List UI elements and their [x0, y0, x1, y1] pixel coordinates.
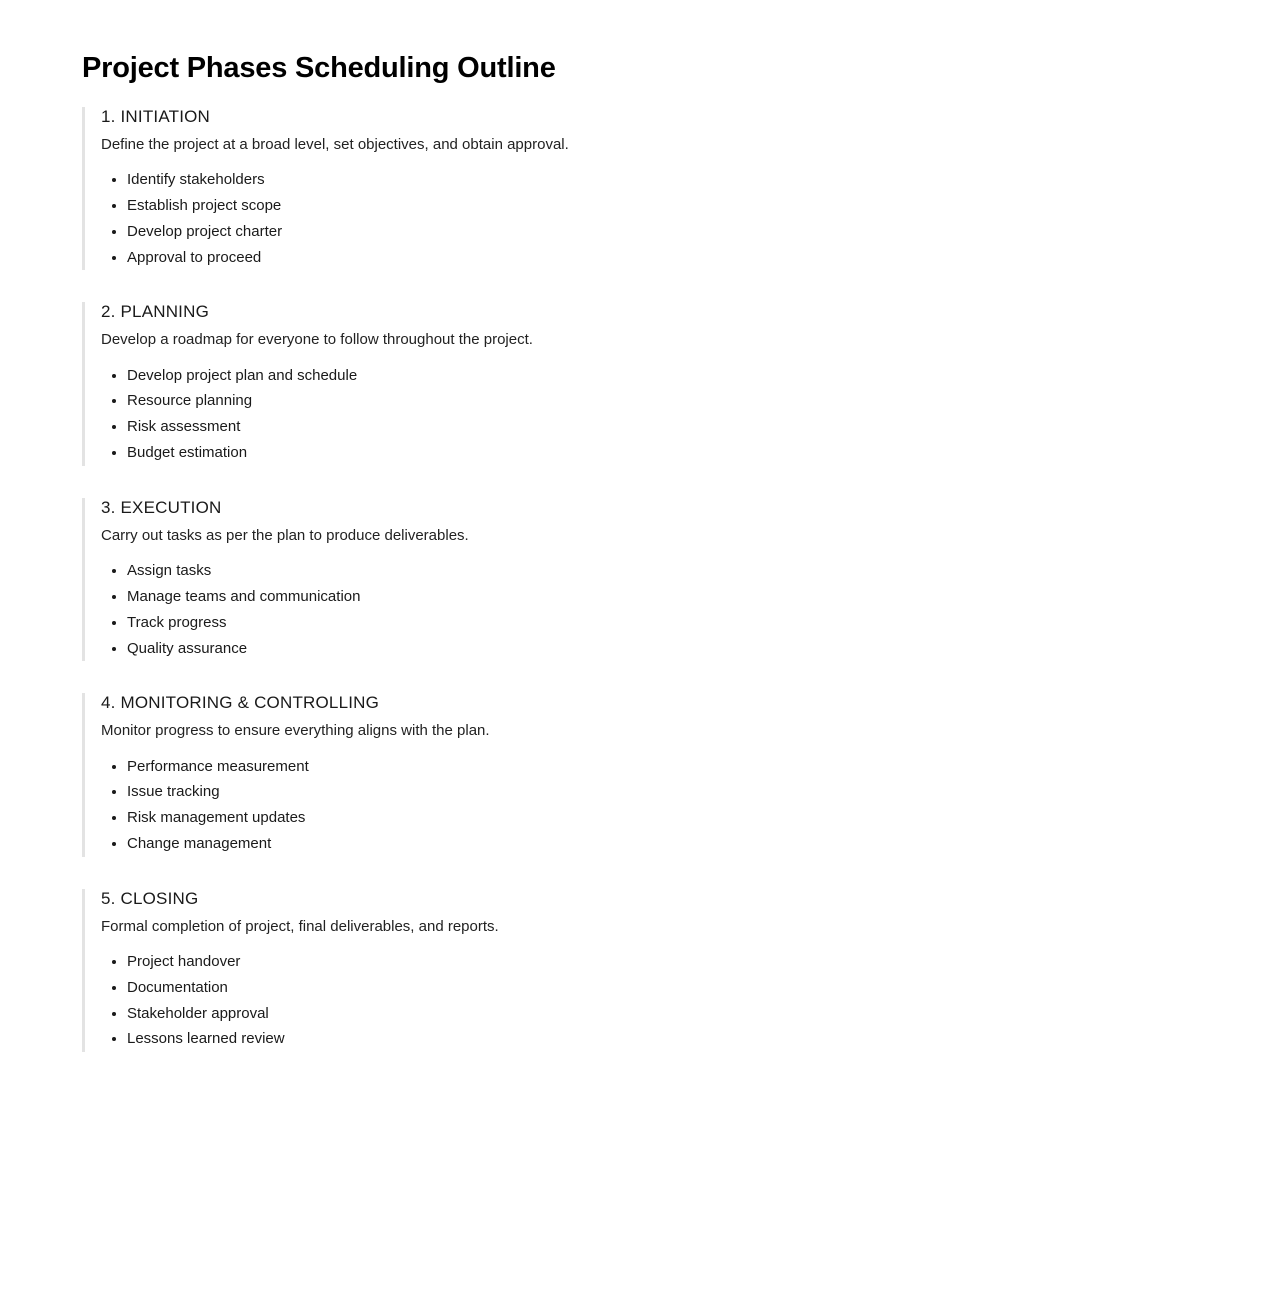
phase-item-list — [101, 558, 1218, 661]
list-item: • Stakeholder approval — [127, 1001, 1218, 1027]
list-item: • Quality assurance — [127, 636, 1218, 662]
phase-description: Monitor progress to ensure everything aligns with the plan. — [101, 722, 490, 740]
phase-item-list — [101, 754, 1218, 857]
phase-item-list — [101, 363, 1218, 466]
phase-section-planning — [82, 302, 1218, 465]
phase-heading: 3. EXECUTION — [101, 497, 222, 517]
phase-description: Define the project at a broad level, set objectives, and obtain approval. — [101, 136, 569, 153]
phase-section-execution — [82, 498, 1218, 661]
list-item: • Develop project plan and schedule — [127, 363, 1218, 389]
list-item: • Budget estimation — [127, 440, 1218, 466]
list-item: • Resource planning — [127, 388, 1218, 414]
list-item: • Risk management updates — [127, 805, 1218, 831]
list-item: • Assign tasks — [127, 558, 1218, 584]
phase-description: Formal completion of project, final deliverables, and reports. — [101, 917, 499, 935]
list-item: • Lessons learned review — [127, 1026, 1218, 1052]
list-item: • Risk assessment — [127, 414, 1218, 440]
phase-heading: 2. PLANNING — [101, 302, 210, 322]
phase-section-closing — [82, 889, 1218, 1052]
list-item: • Approval to proceed — [127, 245, 1218, 271]
phase-heading: 5. CLOSING — [101, 888, 199, 908]
phase-heading: 4. MONITORING & CONTROLLING — [101, 693, 380, 713]
phase-section-initiation — [82, 107, 1218, 270]
list-item: • Manage teams and communication — [127, 584, 1218, 610]
phase-description: Develop a roadmap for everyone to follow throughout the project. — [101, 331, 533, 349]
list-item: • Develop project charter — [127, 219, 1218, 245]
list-item: • Documentation — [127, 975, 1218, 1001]
phase-section-monitoring-controlling — [82, 693, 1218, 856]
phase-heading: 1. INITIATION — [101, 107, 211, 126]
phase-item-list — [101, 949, 1218, 1052]
list-item: • Issue tracking — [127, 779, 1218, 805]
list-item: • Identify stakeholders — [127, 167, 1218, 193]
list-item: • Track progress — [127, 610, 1218, 636]
list-item: • Performance measurement — [127, 754, 1218, 780]
page-title: Project Phases Scheduling Outline — [82, 52, 556, 84]
phase-description: Carry out tasks as per the plan to produce deliverables. — [101, 526, 469, 544]
phase-item-list — [101, 167, 1218, 270]
list-item: • Establish project scope — [127, 193, 1218, 219]
list-item: • Project handover — [127, 949, 1218, 975]
list-item: • Change management — [127, 831, 1218, 857]
